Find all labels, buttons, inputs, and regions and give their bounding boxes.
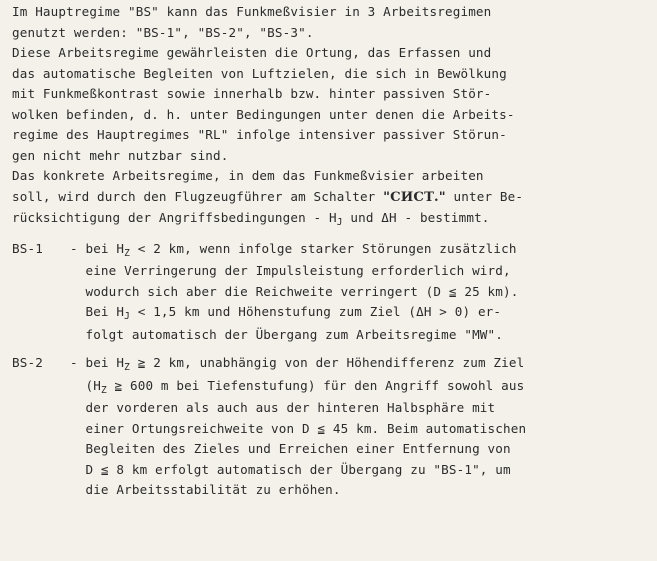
text-line: wodurch sich aber die Reichweite verringert (D ≦ 25 km). [70, 283, 519, 299]
text-line: folgt automatisch der Übergang zum Arbeitsregime "MW". [70, 326, 503, 342]
subscript: Z [124, 362, 130, 373]
text-line: Diese Arbeitsregime gewährleisten die Ortung, das Erfassen und [12, 45, 492, 60]
text-line [70, 302, 645, 325]
subscript: J [336, 217, 343, 228]
text-fragment: - bei H [70, 240, 125, 256]
switch-label: "СИСТ." [383, 189, 446, 205]
regime-label: BS-2 [12, 355, 43, 370]
text-line: eine Verringerung der Impulsleistung erforderlich wird, [70, 263, 511, 278]
text-fragment: und ΔH - bestimmt. [342, 210, 490, 225]
text-line: wolken befinden, d. h. unter Bedingungen unter denen die Arbeits- [12, 106, 515, 122]
text-fragment: rücksichtigung der Angriffsbedingungen - H [12, 210, 337, 225]
text-fragment: - bei H [70, 355, 125, 370]
text-fragment: (H [70, 377, 101, 393]
regime-label: BS-1 [12, 240, 43, 256]
text-line: der vorderen als auch aus der hinteren Halbsphäre mit [70, 400, 496, 415]
text-line: Das konkrete Arbeitsregime, in dem das Funkmeßvisier arbeiten [12, 168, 484, 183]
regime-description [70, 239, 645, 346]
text-line: gen nicht mehr nutzbar sind. [12, 147, 229, 163]
text-fragment: Bei H [70, 304, 125, 319]
text-line [12, 208, 645, 231]
text-fragment: ≧ 2 km, unabhängig von der Höhendifferenz zum Ziel [130, 355, 525, 370]
subscript: Z [100, 384, 107, 396]
text-line: genutzt werden: "BS-1", "BS-2", "BS-3". [12, 24, 314, 40]
intro-paragraph [12, 2, 645, 231]
text-line: die Arbeitsstabilität zu erhöhen. [70, 482, 341, 497]
subscript: Z [124, 247, 130, 259]
text-fragment: unter Be- [445, 188, 524, 204]
text-line: D ≦ 8 km erfolgt automatisch der Übergang zu "BS-1", um [70, 461, 511, 477]
text-fragment: soll, wird durch den Flugzeugführer am Schalter [12, 188, 384, 204]
text-line: regime des Hauptregimes "RL" infolge intensiver passiver Störun- [12, 127, 507, 142]
text-fragment: < 2 km, wenn infolge starker Störungen zusätzlich [130, 240, 517, 256]
regime-description [70, 353, 645, 501]
text-line: Begleiten des Zieles und Erreichen einer Entfernung von [70, 441, 511, 456]
text-line [70, 239, 645, 262]
subscript: J [124, 311, 130, 322]
text-line: einer Ortungsreichweite von D ≦ 45 km. Beim automatischen [70, 420, 527, 436]
text-line [70, 376, 645, 399]
text-line [12, 187, 645, 209]
text-fragment: < 1,5 km und Höhenstufung zum Ziel (ΔH > 0) er- [130, 304, 502, 319]
regime-bs2 [12, 353, 645, 501]
text-line [70, 353, 645, 376]
text-fragment: ≧ 600 m bei Tiefenstufung) für den Angriff sowohl aus [106, 377, 525, 393]
text-line: das automatische Begleiten von Luftzielen, die sich in Bewölkung [12, 65, 507, 81]
text-line: mit Funkmeßkontrast sowie innerhalb bzw. hinter passiven Stör- [12, 86, 492, 101]
regime-bs1 [12, 239, 645, 346]
text-line: Im Hauptregime "BS" kann das Funkmeßvisier in 3 Arbeitsregimen [12, 4, 492, 19]
